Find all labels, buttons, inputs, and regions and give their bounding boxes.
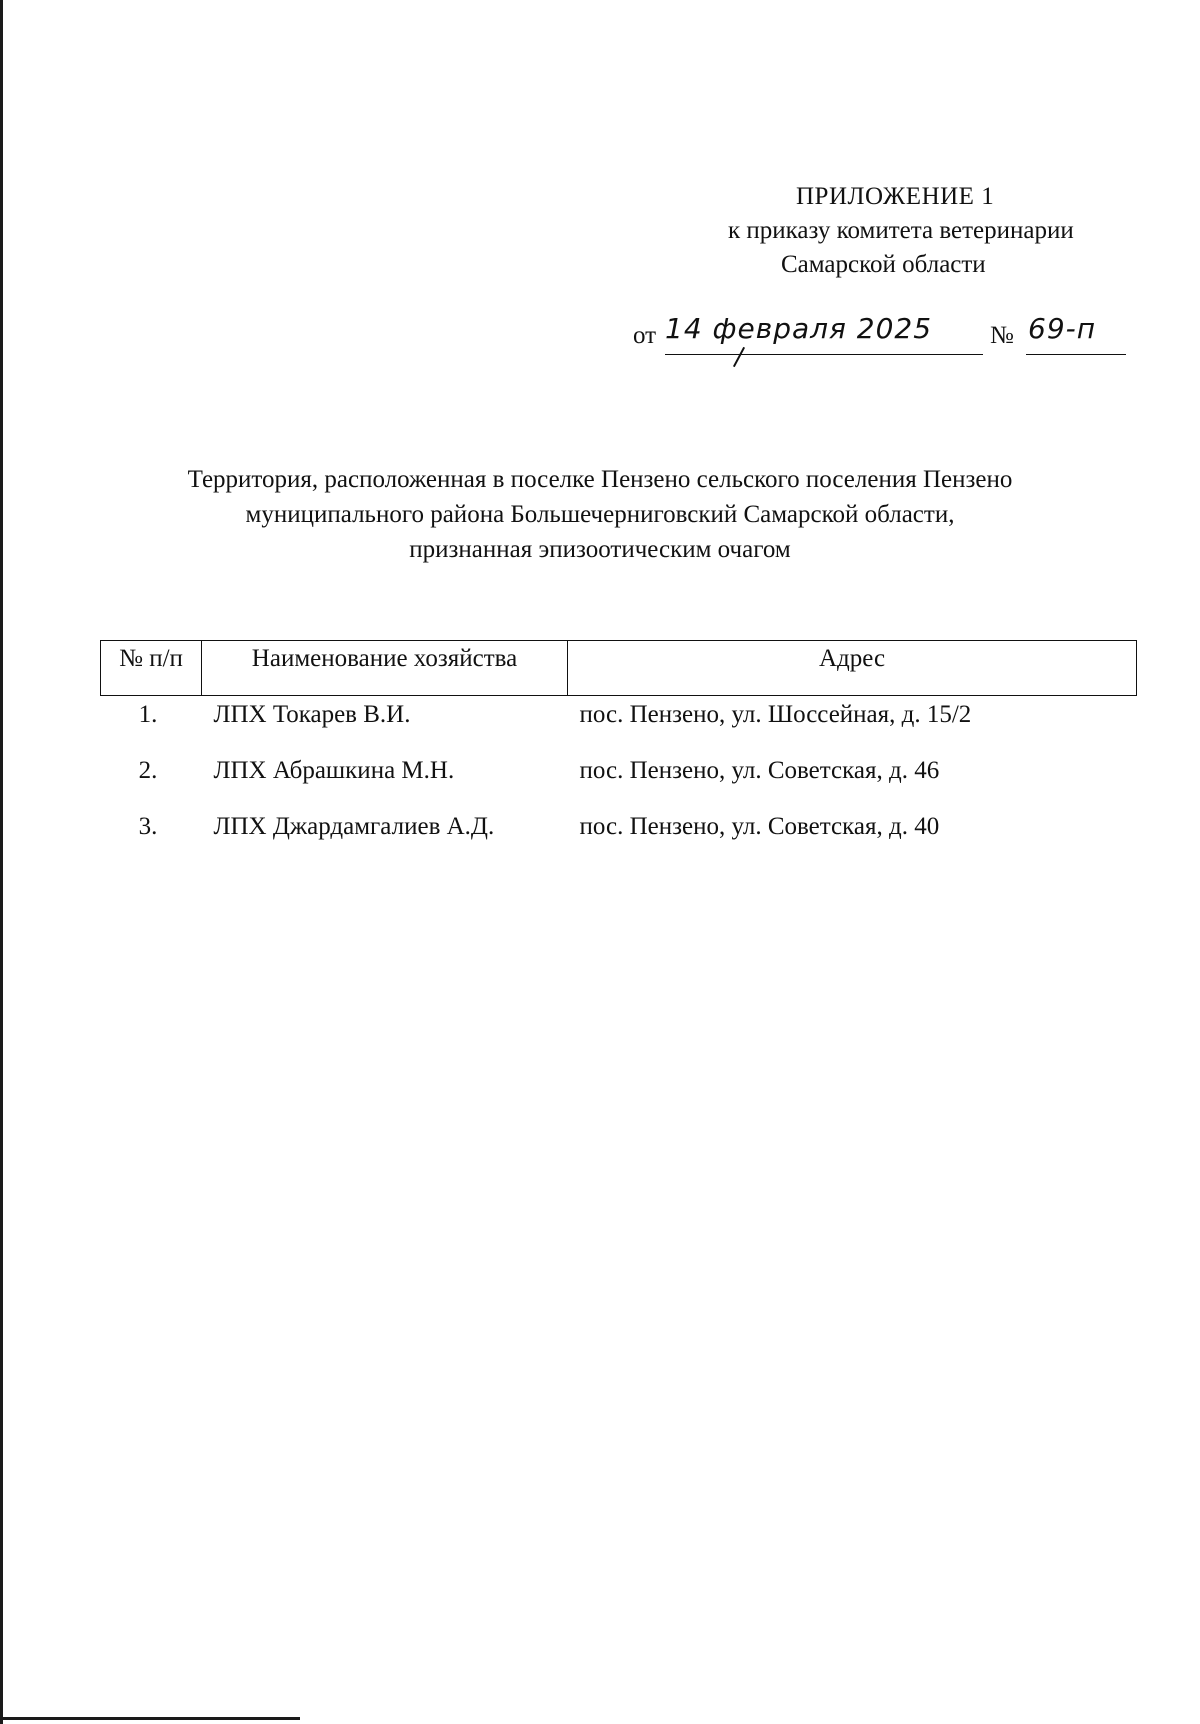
table-row <box>101 752 1137 808</box>
row-address: пос. Пензено, ул. Шоссейная, д. 15/2 <box>579 701 972 728</box>
row-address: пос. Пензено, ул. Советская, д. 46 <box>579 757 940 784</box>
appendix-region: Самарской области <box>781 251 986 278</box>
order-date-handwritten: 14 февраля 2025 <box>665 312 933 345</box>
row-number: 2. <box>138 757 158 784</box>
order-number-sign: № <box>990 322 1014 349</box>
header-address: Адрес <box>568 641 1137 696</box>
document-title-line-2: муниципального района Большечерниговский Самарской области, <box>245 501 955 528</box>
farms-table <box>100 640 1137 864</box>
row-farm-name: ЛПХ Токарев В.И. <box>213 701 411 728</box>
row-address: пос. Пензено, ул. Советская, д. 40 <box>579 813 940 840</box>
document-title-line-1: Территория, расположенная в поселке Пензено сельского поселения Пензено <box>187 466 1013 493</box>
date-underline <box>665 354 983 355</box>
table-row <box>101 808 1137 864</box>
row-farm-name: ЛПХ Джардамгалиев А.Д. <box>213 813 495 840</box>
table-row <box>101 696 1137 753</box>
number-underline <box>1026 354 1126 355</box>
order-date-prefix: от <box>633 322 657 349</box>
document-title <box>150 462 1050 567</box>
order-date-number <box>633 312 1153 362</box>
header-number: № п/п <box>101 641 202 696</box>
row-farm-name: ЛПХ Абрашкина М.Н. <box>213 757 455 784</box>
scan-edge-bottom <box>0 1717 300 1720</box>
appendix-order-ref: к приказу комитета ветеринарии <box>728 217 1074 244</box>
table-header-row <box>101 641 1137 696</box>
row-number: 1. <box>138 701 158 728</box>
scan-edge-left <box>0 0 3 1724</box>
header-farm-name: Наименование хозяйства <box>202 641 568 696</box>
row-number: 3. <box>138 813 158 840</box>
order-number-handwritten: 69-п <box>1028 312 1097 345</box>
document-title-line-3: признанная эпизоотическим очагом <box>409 536 791 563</box>
appendix-title: ПРИЛОЖЕНИЕ 1 <box>796 183 995 210</box>
